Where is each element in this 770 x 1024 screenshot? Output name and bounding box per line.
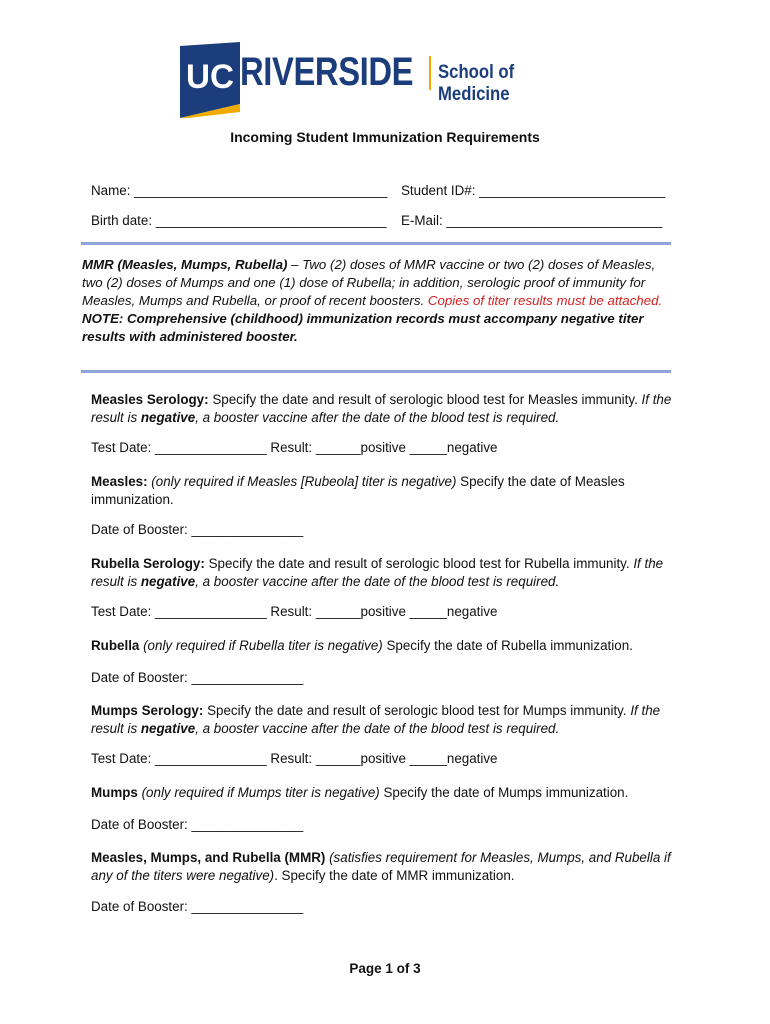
form-title: Incoming Student Immunization Requirements	[230, 129, 540, 145]
mumps-test-date-result[interactable]: Test Date: _______________ Result: ______positive _____negative	[91, 751, 498, 766]
riverside-wordmark: RIVERSIDE	[240, 50, 414, 94]
titer-copies-notice: Copies of titer results must be attached.	[427, 293, 663, 308]
logo-divider	[429, 56, 431, 90]
mumps-instructions: Mumps (only required if Mumps titer is negative) Specify the date of Mumps immunization.	[91, 785, 629, 800]
mmr-requirement-block	[82, 256, 667, 346]
uc-riverside-logo	[180, 42, 600, 118]
mmr-body: – Two (2) doses of MMR vaccine or two (2) doses of Measles, two (2) doses of Mumps and one (1) dose of Rubella; in addition, serologic proof of immunity for Measles, Mumps and Rubella, or proof of recent boosters.	[82, 257, 656, 308]
measles-booster-date[interactable]: Date of Booster: _______________	[91, 522, 304, 537]
mmr-heading: MMR (Measles, Mumps, Rubella)	[82, 257, 288, 272]
rubella-serology-label: Rubella Serology:	[91, 556, 205, 571]
mumps-label: Mumps	[91, 785, 138, 800]
measles-instructions: Measles: (only required if Measles [Rubeola] titer is negative) Specify the date of Measles immunization.	[91, 474, 625, 507]
school-of-medicine-label: School of Medicine	[438, 62, 515, 105]
rubella-instructions: Rubella (only required if Rubella titer is negative) Specify the date of Rubella immunization.	[91, 638, 633, 653]
birth-date-field[interactable]: Birth date: _______________________________	[91, 213, 387, 228]
uc-shield-icon	[180, 42, 242, 118]
measles-test-date-result[interactable]: Test Date: _______________ Result: ______positive _____negative	[91, 440, 498, 455]
mmr-combo-label: Measles, Mumps, and Rubella (MMR)	[91, 850, 326, 865]
measles-serology-instructions: Measles Serology: Specify the date and result of serologic blood test for Measles immunity. If the result is negative, a booster vaccine after the date of the blood test is required.	[91, 392, 672, 425]
student-id-field[interactable]: Student ID#: _________________________	[401, 183, 666, 198]
mmr-booster-date[interactable]: Date of Booster: _______________	[91, 899, 304, 914]
measles-serology-label: Measles Serology:	[91, 392, 209, 407]
mmr-combo-instructions: Measles, Mumps, and Rubella (MMR) (satisfies requirement for Measles, Mumps, and Rubella if any of the titers were negative). Specify the date of MMR immunization.	[91, 850, 671, 883]
rubella-label: Rubella	[91, 638, 140, 653]
section-divider	[81, 370, 671, 373]
mumps-booster-date[interactable]: Date of Booster: _______________	[91, 817, 304, 832]
svg-text:UC: UC	[186, 58, 234, 96]
rubella-booster-date[interactable]: Date of Booster: _______________	[91, 670, 304, 685]
name-field[interactable]: Name: __________________________________	[91, 183, 388, 198]
mumps-serology-instructions: Mumps Serology: Specify the date and result of serologic blood test for Mumps immunity. If the result is negative, a booster vaccine after the date of the blood test is required.	[91, 703, 661, 736]
mmr-note: NOTE: Comprehensive (childhood) immunization records must accompany negative titer results with administered booster.	[82, 311, 644, 344]
rubella-serology-instructions: Rubella Serology: Specify the date and result of serologic blood test for Rubella immunity. If the result is negative, a booster vaccine after the date of the blood test is required.	[91, 556, 664, 589]
email-field[interactable]: E-Mail: _____________________________	[401, 213, 663, 228]
section-divider	[81, 242, 671, 245]
page-number: Page 1 of 3	[349, 961, 421, 976]
mumps-serology-label: Mumps Serology:	[91, 703, 204, 718]
rubella-test-date-result[interactable]: Test Date: _______________ Result: ______positive _____negative	[91, 604, 498, 619]
measles-label: Measles:	[91, 474, 148, 489]
